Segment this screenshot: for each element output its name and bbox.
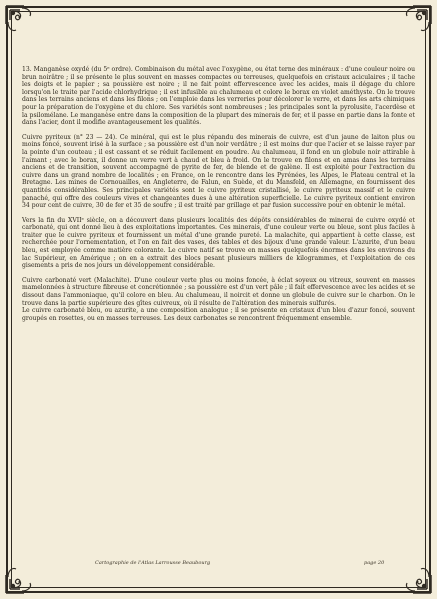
corner-ornament-icon [4,4,40,40]
paragraph: Cuivre carbonaté vert (Malachite). D'une couleur verte plus ou moins foncée, à éclat soyeux ou vitreux, souvent en masses mamelonnées à structure fibreuse et concrétionnée ; sa poussière est d'un vert pâle ; il fait effervescence avec les acides et se dissout dans l'ammoniaque, qu'il colore en bleu. Au chalumeau, il noircit et donne un globule de cuivre sur le charbon. On le trouve dans la partie supérieure des gîtes cuivreux, où il résulte de l'altération des minerais sulfurés. [22,276,415,307]
corner-ornament-icon [397,4,433,40]
paragraph: 13. Manganèse oxydé (du 5ᵉ ordre). Combinaison du métal avec l'oxygène, ou état terne des minéraux : d'une couleur noire ou brun noirâtre ; il se présente le plus souvent en masses compactes ou terreuses, quelquefois en cristaux aciculaires ; il tache les doigts et le papier ; sa poussière est noire ; il ne fait point effervescence avec les acides, mais il dégage du chlore lorsqu'on le traite par l'acide chlorhydrique ; il est infusible au chalumeau et colore le borax en violet améthyste. On le trouve dans les terrains anciens et dans les filons ; on l'emploie dans les verreries pour décolorer le verre, et dans les arts chimiques pour la préparation de l'oxygène et du chlore. Ses variétés sont nombreuses ; les principales sont la pyrolusite, l'acerdèse et la psilomélane. Le manganèse entre dans la composition de la plupart des minerais de fer, et il passe en partie dans la fonte et dans l'acier, dont il modifie avantageusement les qualités. [22,66,415,127]
corner-ornament-icon [397,559,433,595]
paragraph: Cuivre pyriteux (n° 23 — 24). Ce minéral, qui est le plus répandu des minerais de cuivre, est d'un jaune de laiton plus ou moins foncé, souvent irisé à la surface ; sa poussière est d'un noir verdâtre ; il est moins dur que l'acier et se laisse rayer par la pointe d'un couteau ; il est cassant et se réduit facilement en poudre. Au chalumeau, il fond en un globule noir attirable à l'aimant ; avec le borax, il donne un verre vert à chaud et bleu à froid. On le trouve en filons et en amas dans les terrains anciens et de transition, souvent accompagné de pyrite de fer, de blende et de galène. Il est exploité pour l'extraction du cuivre dans un grand nombre de localités ; en France, on le rencontre dans les Pyrénées, les Alpes, le Plateau central et la Bretagne. Les mines de Cornouailles, en Angleterre, de Falun, en Suède, et du Mansfeld, en Allemagne, en fournissent des quantités considérables. Ses principales variétés sont le cuivre pyriteux cristallisé, le cuivre pyriteux massif et le cuivre panaché, qui offre des couleurs vives et changeantes dues à une altération superficielle. Le cuivre pyriteux contient environ 34 pour cent de cuivre, 30 de fer et 35 de soufre ; il est traité par grillage et par fusion successive pour en obtenir le métal. [22,133,415,210]
footer-caption: Cartographie de l'Atlas Larrousse Beaubourg [95,560,211,566]
page-number: page 20 [364,560,385,566]
body-text [22,66,415,329]
corner-ornament-icon [4,559,40,595]
paragraph: Vers la fin du XVIIᵉ siècle, on a découvert dans plusieurs localités des dépôts considérables de minerai de cuivre oxydé et carbonaté, qui ont donné lieu à des exploitations importantes. Ces minerais, d'une couleur verte ou bleue, sont plus faciles à traiter que le cuivre pyriteux et fournissent un métal d'une grande pureté. La malachite, qui appartient à cette classe, est recherchée pour l'ornementation, et l'on en fait des vases, des tables et des bijoux d'une grande valeur. L'azurite, d'un beau bleu, est employée comme matière colorante. Le cuivre natif se trouve en masses quelquefois énormes dans les environs du lac Supérieur, en Amérique ; on en a extrait des blocs pesant plusieurs milliers de kilogrammes, et l'exploitation de ces gisements a pris de nos jours un développement considérable. [22,216,415,270]
paragraph: Le cuivre carbonaté bleu, ou azurite, a une composition analogue ; il se présente en cristaux d'un bleu d'azur foncé, souvent groupés en rosettes, ou en masses terreuses. Les deux carbonates se rencontrent fréquemment ensemble. [22,307,415,322]
